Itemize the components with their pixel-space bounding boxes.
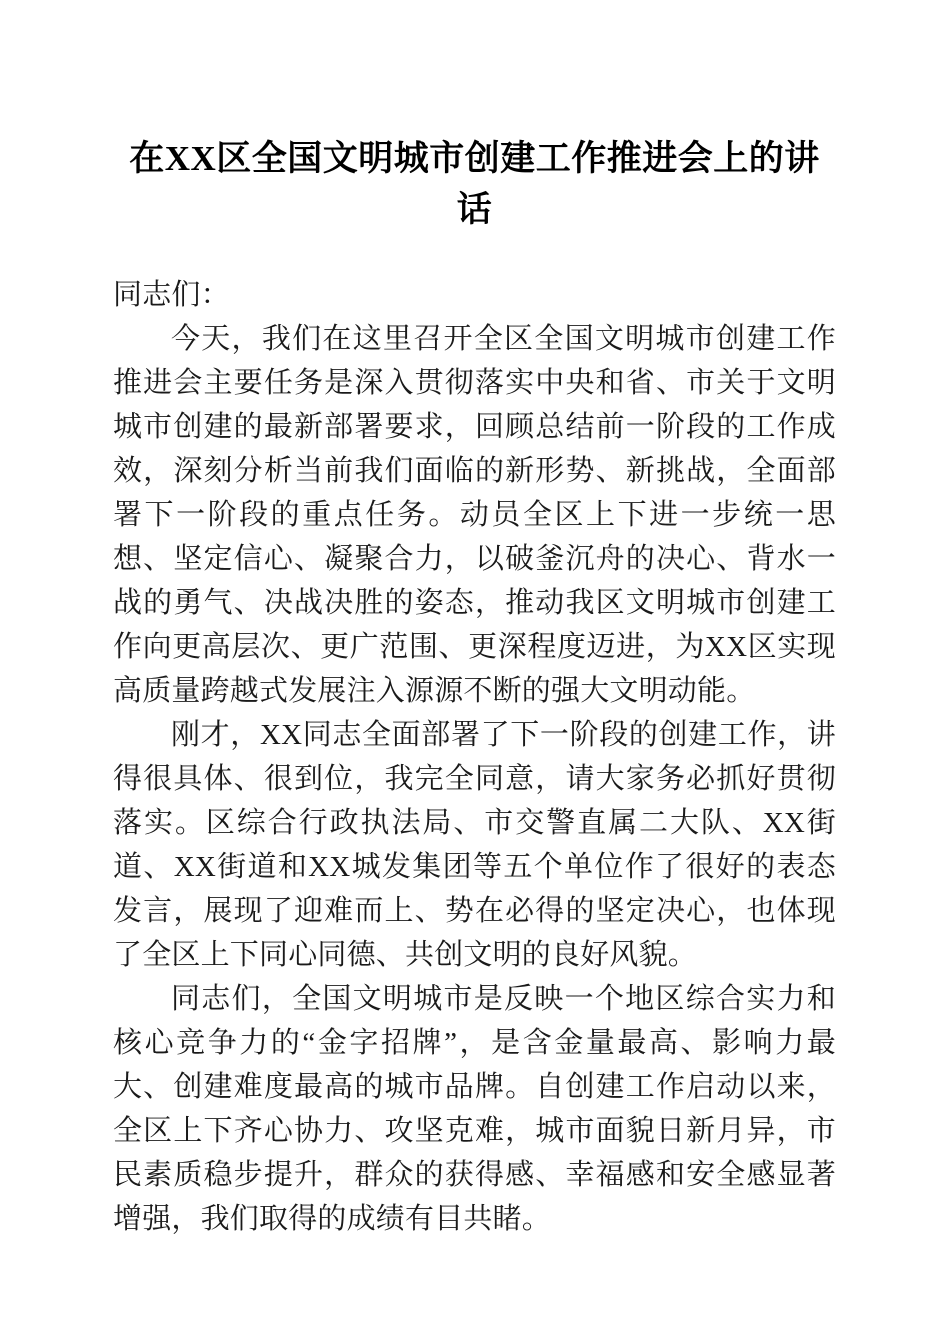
page-title: 在XX区全国文明城市创建工作推进会上的讲话 [129,139,820,229]
body-paragraph: 今天，我们在这里召开全区全国文明城市创建工作推进会主要任务是深入贯彻落实中央和省、市关于文明城市创建的最新部署要求，回顾总结前一阶段的工作成效，深刻分析当前我们面临的新形势、新挑战，全面部署下一阶段的重点任务。动员全区上下进一步统一思想、坚定信心、凝聚合力，以破釜沉舟的决心、背水一战的勇气、决战决胜的姿态，推动我区文明城市创建工作向更高层次、更广范围、更深程度迈进，为XX区实现高质量跨越式发展注入源源不断的强大文明动能。 [113,323,836,707]
body-paragraph: 同志们，全国文明城市是反映一个地区综合实力和核心竞争力的“金字招牌”，是含金量最高、影响力最大、创建难度最高的城市品牌。自创建工作启动以来，全区上下齐心协力、攻坚克难，城市面貌日新月异，市民素质稳步提升，群众的获得感、幸福感和安全感显著增强，我们取得的成绩有目共睹。 [113,983,836,1235]
body-paragraph: 刚才，XX同志全面部署了下一阶段的创建工作，讲得很具体、很到位，我完全同意，请大家务必抓好贯彻落实。区综合行政执法局、市交警直属二大队、XX街道、XX街道和XX城发集团等五个单位作了很好的表态发言，展现了迎难而上、势在必得的坚定决心，也体现了全区上下同心同德、共创文明的良好风貌。 [113,719,836,971]
document-text-block [113,0,836,1241]
document-content [113,235,836,1241]
salutation-paragraph: 同志们： [113,279,230,311]
